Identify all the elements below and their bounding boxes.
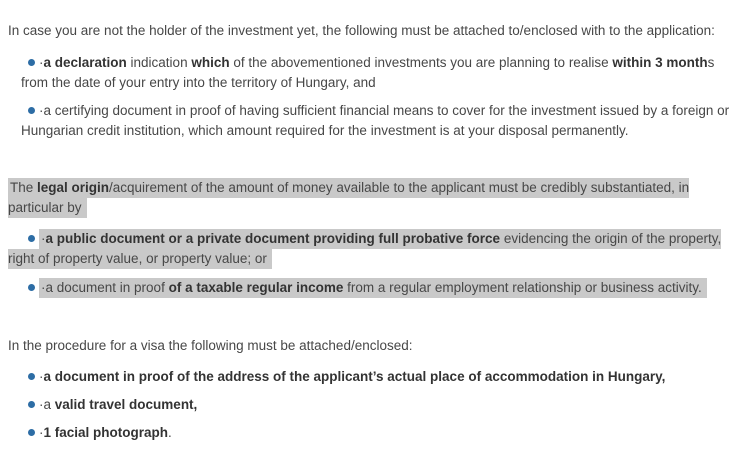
item-text: ·a certifying document in proof of having sufficient financial means to cover for the investment issued by a foreign or <box>39 103 729 118</box>
para-text: particular by <box>8 200 82 215</box>
item-text: . <box>168 425 172 440</box>
item-text: right of property value, or property value; or <box>8 251 267 266</box>
item-text-bold: a declaration <box>43 55 127 70</box>
para-text: The <box>10 180 38 195</box>
bullet-item-accommodation-proof <box>8 367 684 387</box>
bullet-item-certifying-document <box>8 101 729 141</box>
item-text-bold: which <box>191 55 230 70</box>
bullet-item-public-document <box>8 229 722 269</box>
item-text-bold: a document in proof of the address of the applicant’s actual place of accommodation in Hungary, <box>43 369 666 384</box>
intro-paragraph <box>8 21 715 41</box>
item-text: ·a <box>39 397 55 412</box>
bullet-icon <box>28 59 35 66</box>
highlighted-text <box>8 178 689 218</box>
item-text-bold: 1 facial photograph <box>43 425 169 440</box>
item-text: from the date of your entry into the territory of Hungary, and <box>21 75 376 90</box>
bullet-icon <box>28 401 35 408</box>
item-text: from a regular employment relationship or business activity. <box>343 280 702 295</box>
item-dot: · <box>39 369 44 384</box>
bullet-item-travel-document <box>8 395 684 415</box>
bullet-item-photograph <box>8 423 684 443</box>
item-text-bold: valid travel document, <box>54 397 198 412</box>
bullet-icon <box>28 107 35 114</box>
item-text: Hungarian credit institution, which amount required for the investment is at your disposal permanently. <box>21 123 629 138</box>
item-dot: · <box>41 231 46 246</box>
visa-procedure-paragraph <box>8 336 684 356</box>
item-text: ·a document in proof <box>41 280 169 295</box>
item-text: indication <box>126 55 192 70</box>
item-dot: · <box>39 55 44 70</box>
item-text-bold: of a taxable regular income <box>168 280 344 295</box>
item-dot: · <box>39 425 44 440</box>
item-text: evidencing the origin of the property, <box>500 231 722 246</box>
highlighted-text <box>39 278 707 298</box>
bullet-item-taxable-income <box>8 278 702 298</box>
para-text: /acquirement of the amount of money available to the applicant must be credibly substantiated, in <box>109 180 690 195</box>
bullet-item-declaration <box>8 53 715 93</box>
item-text: s <box>707 55 715 70</box>
bullet-icon <box>28 235 35 242</box>
bullet-icon <box>28 373 35 380</box>
visa-intro-text: In the procedure for a visa the following must be attached/enclosed: <box>8 338 413 353</box>
item-text-bold: within 3 month <box>612 55 708 70</box>
para-text-bold: legal origin <box>37 180 110 195</box>
bullet-icon <box>28 284 35 291</box>
highlighted-text <box>8 229 721 269</box>
bullet-icon <box>28 429 35 436</box>
item-text-bold: a public document or a private document providing full probative force <box>45 231 501 246</box>
item-text: of the abovementioned investments you are planning to realise <box>229 55 613 70</box>
intro-text: In case you are not the holder of the investment yet, the following must be attached to/enclosed with to the application: <box>8 23 715 38</box>
highlighted-paragraph-legal-origin <box>8 178 690 218</box>
